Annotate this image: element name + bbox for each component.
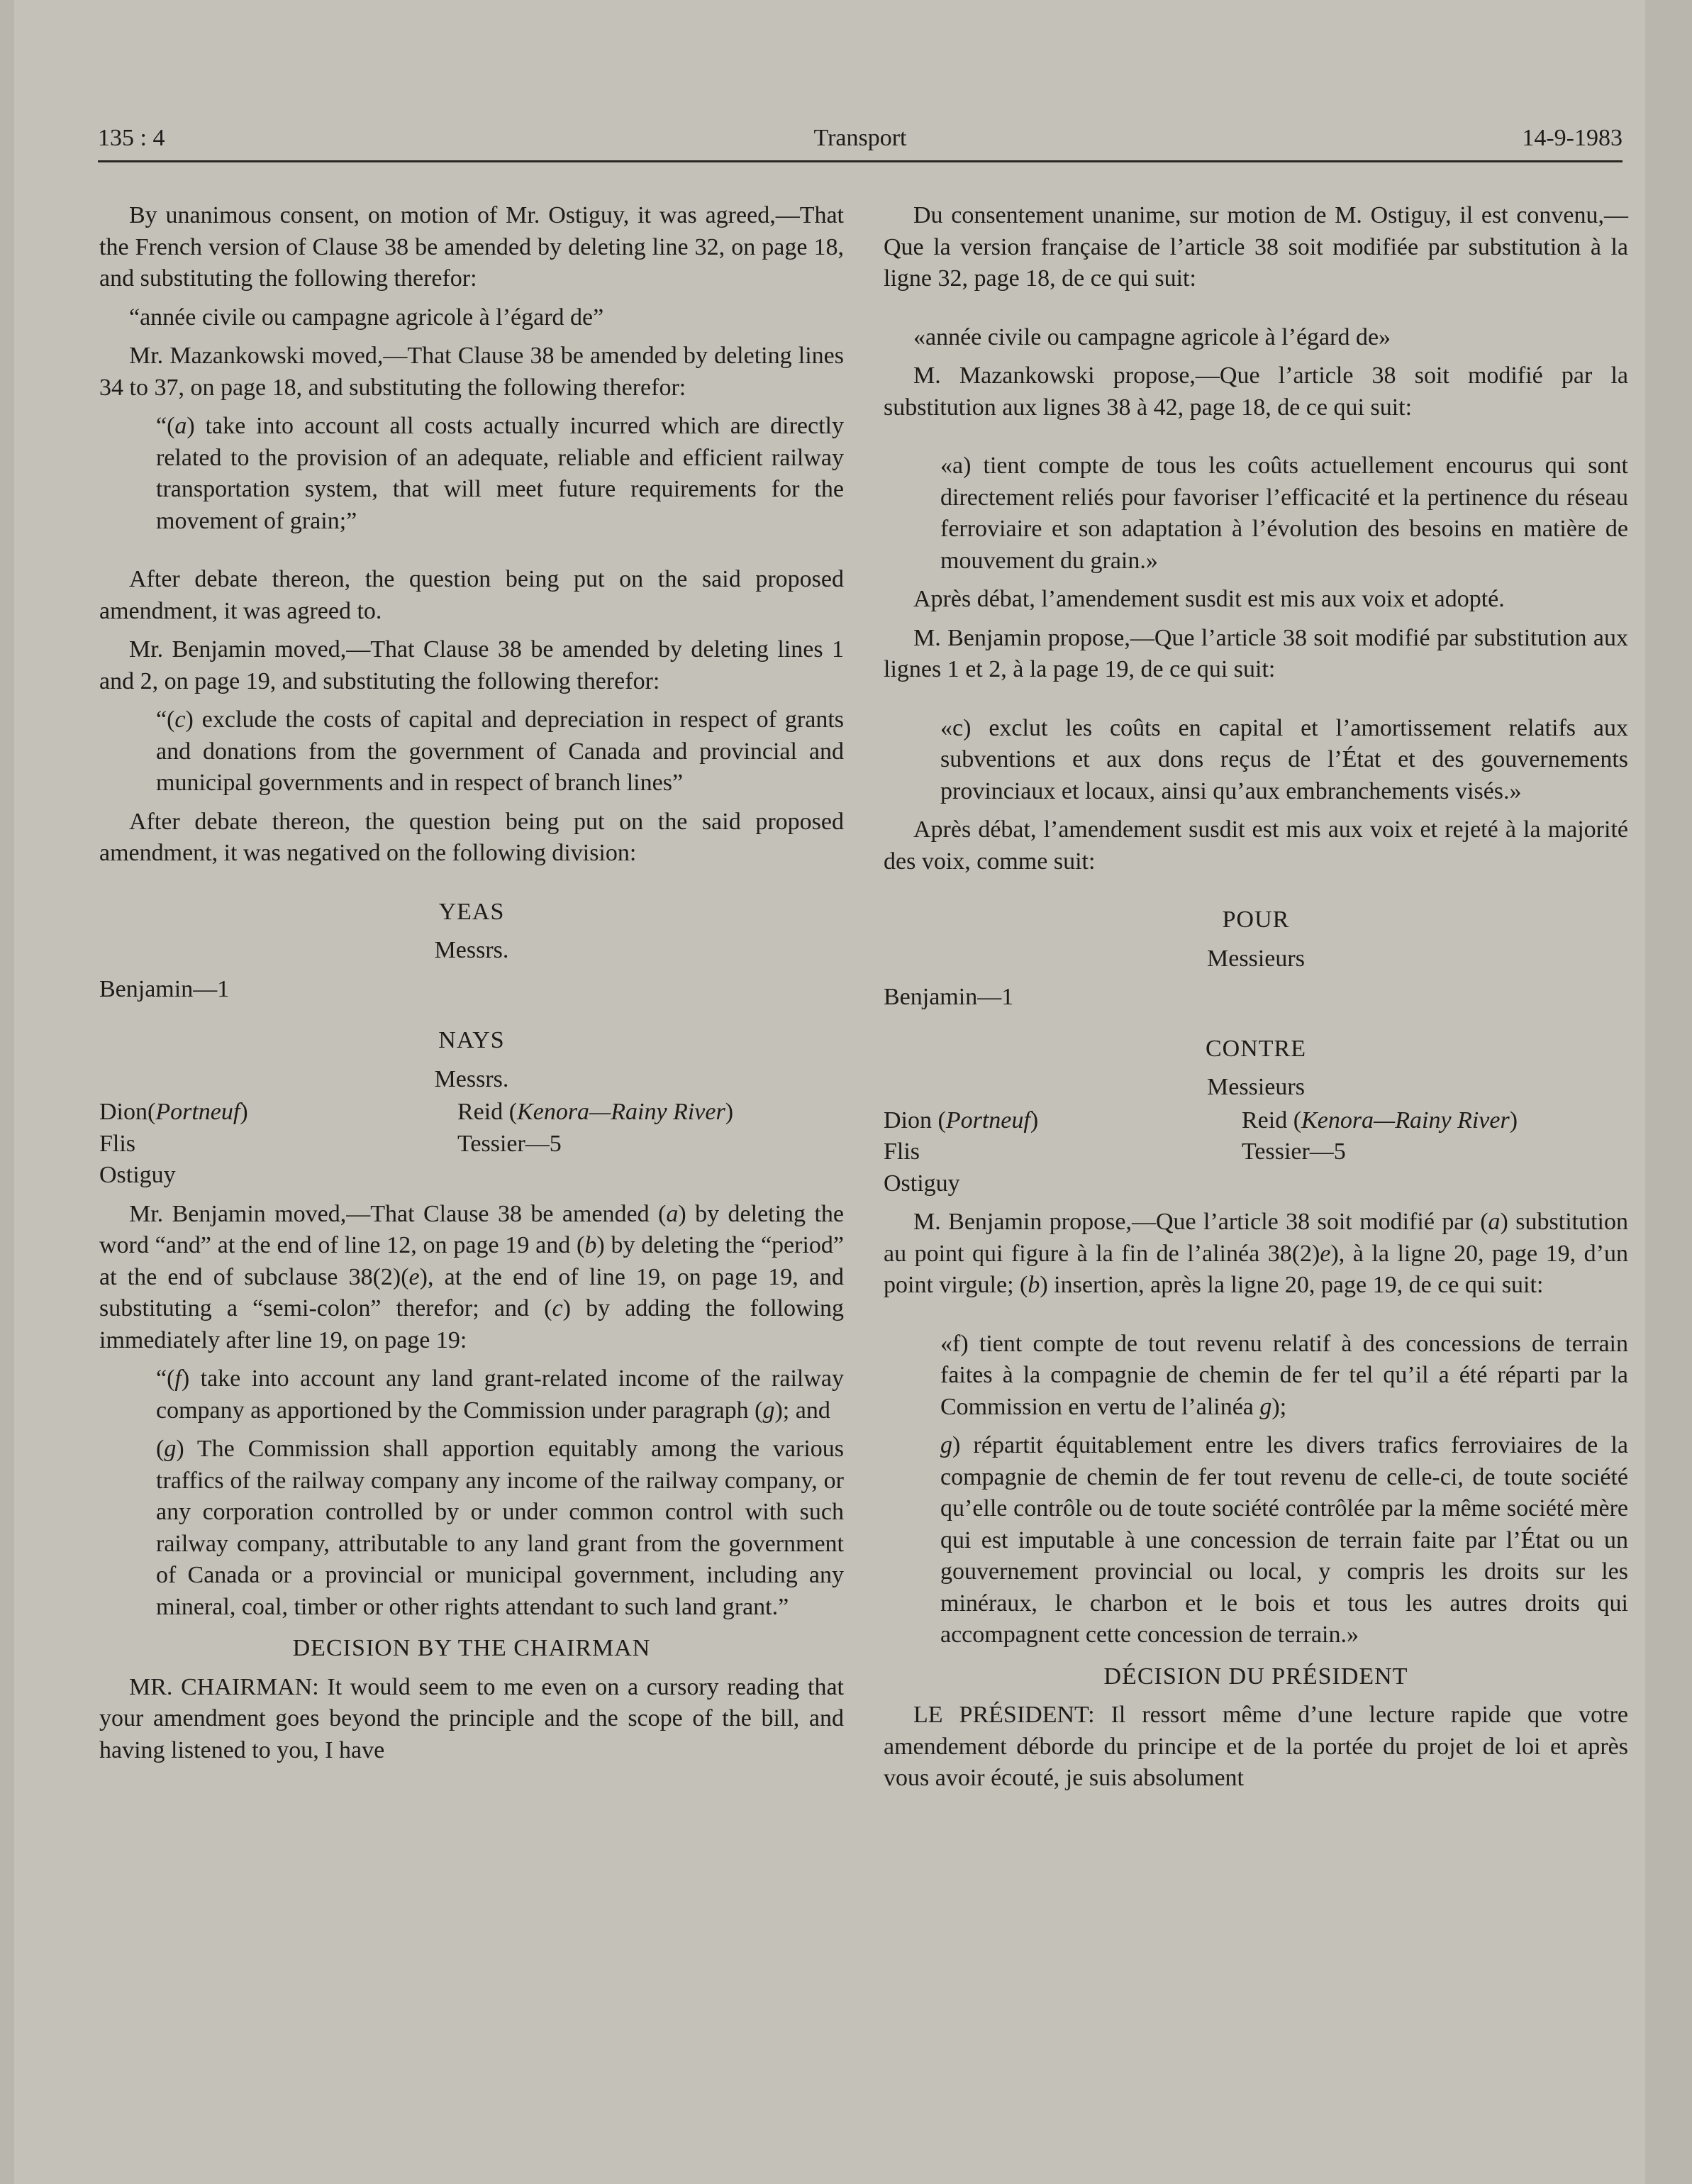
fr-messieurs-2: Messieurs	[1207, 1074, 1305, 1100]
fr-quote-1: «année civile ou campagne agricole à l’égard de»	[913, 323, 1391, 350]
fr-president-paragraph: LE PRÉSIDENT: Il ressort même d’une lecture rapide que votre amendement déborde du principe et de la portée du projet de loi et après vous avoir écouté, je suis absolument	[884, 1702, 1628, 1791]
english-column	[99, 200, 844, 1773]
fr-clause-g: g) répartit équitablement entre les divers trafics ferroviaires de la compagnie de chemin de fer tout revenu de celle-ci, de toute société qu’elle contrôle ou de toute société contrôlée par la même société mère qui est imputable à une concession de terrain faite par l’État ou un gouvernement provincial ou local, y compris les droits sur les minéraux, le charbon et le bois et tous les autres droits qui accompagnent cette concession de terrain.»	[940, 1432, 1628, 1648]
en-paragraph-4: Mr. Benjamin moved,—That Clause 38 be amended by deleting lines 1 and 2, on page 19, and substituting the following therefor:	[99, 636, 844, 694]
en-decision-heading: DECISION BY THE CHAIRMAN	[292, 1635, 651, 1661]
en-nay-row-1: Dion(Portneuf) Reid (Kenora—Rainy River)	[99, 1099, 734, 1125]
en-paragraph-6: Mr. Benjamin moved,—That Clause 38 be amended (a) by deleting the word “and” at the end of line 12, on page 19 and (b) by deleting the “period” at the end of subclause 38(2)(e), at the end of line 19, on page 19, and substituting a “semi-colon” therefor; and (c) by adding the following immediately after line 19, on page 19:	[99, 1200, 844, 1353]
fr-pour-heading: POUR	[1222, 907, 1290, 933]
running-title: Transport	[813, 125, 907, 151]
fr-paragraph-1: Du consentement unanime, sur motion de M. Ostiguy, il est convenu,—Que la version française de l’article 38 soit modifiée par substitution à la ligne 32, page 18, de ce qui suit:	[884, 202, 1628, 292]
fr-paragraph-5: Après débat, l’amendement susdit est mis aux voix et rejeté à la majorité des voix, comme suit:	[884, 816, 1628, 875]
en-clause-a: “(a) take into account all costs actually incurred which are directly related to the provision of an adequate, reliable and efficient railway transportation system, that will meet future requirements for the movement of grain;”	[156, 413, 844, 534]
en-clause-c: “(c) exclude the costs of capital and depreciation in respect of grants and donations from the government of Canada and provincial and municipal governments and in respect of branch lines”	[156, 706, 844, 796]
fr-paragraph-3: Après débat, l’amendement susdit est mis aux voix et adopté.	[913, 586, 1505, 612]
en-messrs-1: Messrs.	[434, 937, 509, 963]
header-rule	[98, 160, 1623, 162]
fr-contre-heading: CONTRE	[1206, 1035, 1306, 1062]
en-chairman-paragraph: MR. CHAIRMAN: It would seem to me even on a cursory reading that your amendment goes beyond the principle and the scope of the bill, and having listened to you, I have	[99, 1673, 844, 1763]
en-paragraph-5: After debate thereon, the question being put on the said proposed amendment, it was negatived on the following division:	[99, 808, 844, 866]
en-yea-row: Benjamin—1	[99, 975, 230, 1002]
en-clause-f: “(f) take into account any land grant-related income of the railway company as apportioned by the Commission under paragraph (g); and	[156, 1365, 844, 1424]
french-column	[884, 200, 1628, 1802]
en-nays-heading: NAYS	[438, 1027, 505, 1053]
en-paragraph-1: By unanimous consent, on motion of Mr. Ostiguy, it was agreed,—That the French version of Clause 38 be amended by deleting line 32, on page 18, and substituting the following therefor:	[99, 202, 844, 292]
page-header	[98, 125, 1623, 159]
fr-contre-row-1: Dion (Portneuf) Reid (Kenora—Rainy River)	[884, 1107, 1518, 1133]
fr-clause-a: «a) tient compte de tous les coûts actuellement encourus qui sont directement reliés pour favoriser l’efficacité et la pertinence du réseau ferroviaire et son adaptation à l’évolution des besoins en matière de mouvement du grain.»	[940, 453, 1628, 574]
en-nay-row-2: Flis Tessier—5	[99, 1130, 562, 1157]
en-paragraph-3: After debate thereon, the question being put on the said proposed amendment, it was agreed to.	[99, 566, 844, 624]
fr-contre-row-3: Ostiguy	[884, 1170, 960, 1197]
fr-clause-c: «c) exclut les coûts en capital et l’amortissement relatifs aux subventions et aux dons reçus de l’État et des gouvernements provinciaux et locaux, ainsi qu’aux embranchements visés.»	[940, 714, 1628, 804]
en-nay-row-3: Ostiguy	[99, 1162, 176, 1188]
page-number: 135 : 4	[98, 125, 165, 151]
en-messrs-2: Messrs.	[434, 1065, 509, 1092]
document-page	[14, 0, 1645, 2184]
fr-messieurs-1: Messieurs	[1207, 945, 1305, 972]
fr-paragraph-2: M. Mazankowski propose,—Que l’article 38 soit modifié par la substitution aux lignes 38 à 42, page 18, de ce qui suit:	[884, 362, 1628, 421]
fr-paragraph-6: M. Benjamin propose,—Que l’article 38 soit modifié par (a) substitution au point qui figure à la fin de l’alinéa 38(2)e), à la ligne 20, page 19, d’un point virgule; (b) insertion, après la ligne 20, page 19, de ce qui suit:	[884, 1209, 1628, 1298]
en-quote-1: “année civile ou campagne agricole à l’égard de”	[129, 304, 604, 331]
en-clause-g: (g) The Commission shall apportion equitably among the various traffics of the railway company any income of the railway company, or any corporation controlled by or under common control with such railway company, attributable to any land grant from the government of Canada or a provincial or municipal government, including any mineral, coal, timber or other rights attendant to such land grant.”	[156, 1436, 844, 1620]
fr-paragraph-4: M. Benjamin propose,—Que l’article 38 soit modifié par substitution aux lignes 1 et 2, à la page 19, de ce qui suit:	[884, 624, 1628, 682]
header-date: 14-9-1983	[1522, 125, 1623, 151]
fr-pour-row: Benjamin—1	[884, 984, 1014, 1010]
fr-decision-heading: DÉCISION DU PRÉSIDENT	[1103, 1663, 1408, 1690]
fr-clause-f: «f) tient compte de tout revenu relatif à des concessions de terrain faites à la compagnie de chemin de fer tel qu’il a été réparti par la Commission en vertu de l’alinéa g);	[940, 1330, 1628, 1420]
fr-contre-row-2: Flis Tessier—5	[884, 1138, 1346, 1165]
en-yeas-heading: YEAS	[438, 898, 505, 925]
en-paragraph-2: Mr. Mazankowski moved,—That Clause 38 be amended by deleting lines 34 to 37, on page 18, and substituting the following therefor:	[99, 343, 844, 401]
